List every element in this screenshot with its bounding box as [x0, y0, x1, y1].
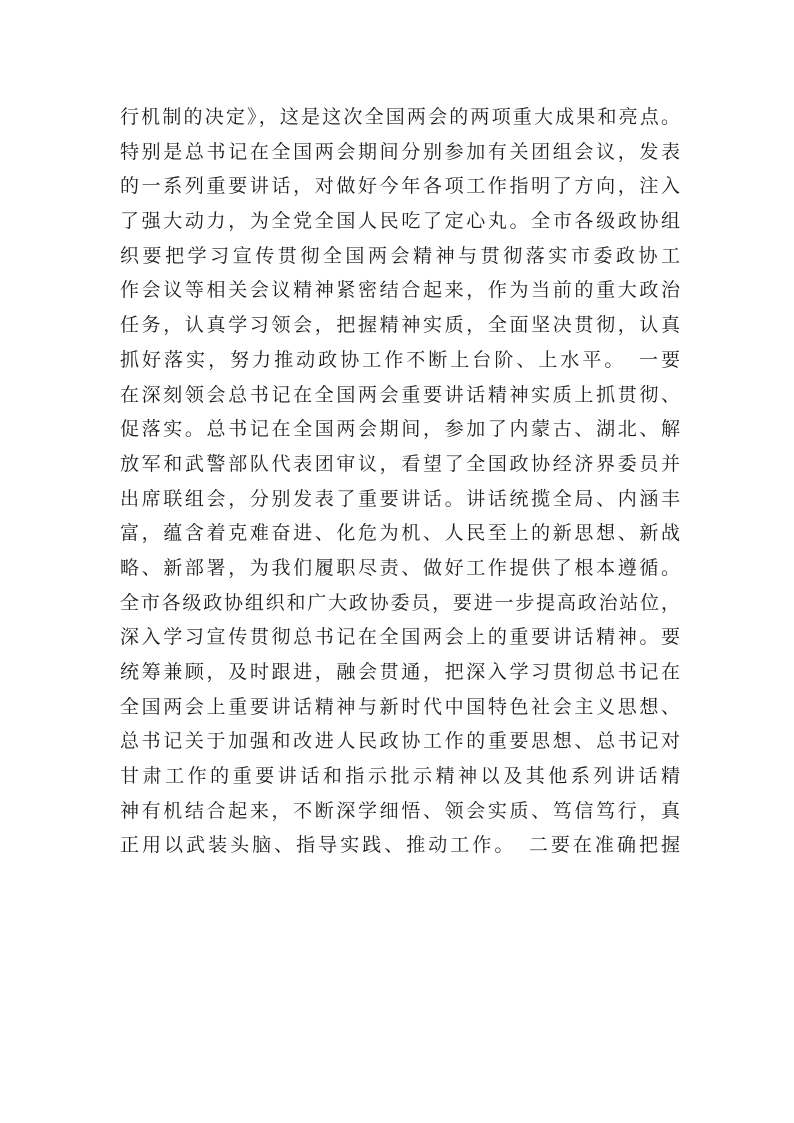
text-line: 特别是总书记在全国两会期间分别参加有关团组会议，发表	[120, 140, 680, 163]
text-line: 抓好落实，努力推动政协工作不断上台阶、上水平。 一要	[120, 348, 680, 371]
text-line: 行机制的决定》，这是这次全国两会的两项重大成果和亮点。	[120, 106, 680, 128]
text-line: 任务，认真学习领会，把握精神实质，全面坚决贯彻，认真	[120, 314, 680, 337]
body-paragraph	[120, 100, 680, 863]
text-line: 出席联组会，分别发表了重要讲话。讲话统揽全局、内涵丰	[120, 487, 680, 510]
text-line: 全国两会上重要讲话精神与新时代中国特色社会主义思想、	[120, 695, 680, 718]
text-line: 深入学习宣传贯彻总书记在全国两会上的重要讲话精神。要	[120, 626, 680, 649]
text-line: 织要把学习宣传贯彻全国两会精神与贯彻落实市委政协工	[120, 244, 680, 267]
text-line: 略、新部署，为我们履职尽责、做好工作提供了根本遵循。	[120, 556, 680, 579]
text-line: 富，蕴含着克难奋进、化危为机、人民至上的新思想、新战	[120, 522, 680, 545]
text-line: 了强大动力，为全党全国人民吃了定心丸。全市各级政协组	[120, 210, 680, 233]
text-line: 甘肃工作的重要讲话和指示批示精神以及其他系列讲话精	[120, 765, 680, 788]
text-line: 总书记关于加强和改进人民政协工作的重要思想、总书记对	[120, 730, 680, 753]
text-line: 在深刻领会总书记在全国两会重要讲话精神实质上抓贯彻、	[120, 383, 680, 406]
text-line: 促落实。总书记在全国两会期间，参加了内蒙古、湖北、解	[120, 418, 680, 441]
text-line: 正用以武装头脑、指导实践、推动工作。 二要在准确把握	[120, 834, 680, 857]
text-line: 神有机结合起来，不断深学细悟、领会实质、笃信笃行，真	[120, 799, 680, 822]
text-line: 统筹兼顾，及时跟进，融会贯通，把深入学习贯彻总书记在	[120, 661, 680, 683]
text-line: 作会议等相关会议精神紧密结合起来，作为当前的重大政治	[120, 279, 680, 302]
text-line: 的一系列重要讲话，对做好今年各项工作指明了方向，注入	[120, 175, 680, 198]
text-line: 放军和武警部队代表团审议，看望了全国政协经济界委员并	[120, 452, 680, 475]
text-line: 全市各级政协组织和广大政协委员，要进一步提高政治站位，	[120, 591, 680, 614]
